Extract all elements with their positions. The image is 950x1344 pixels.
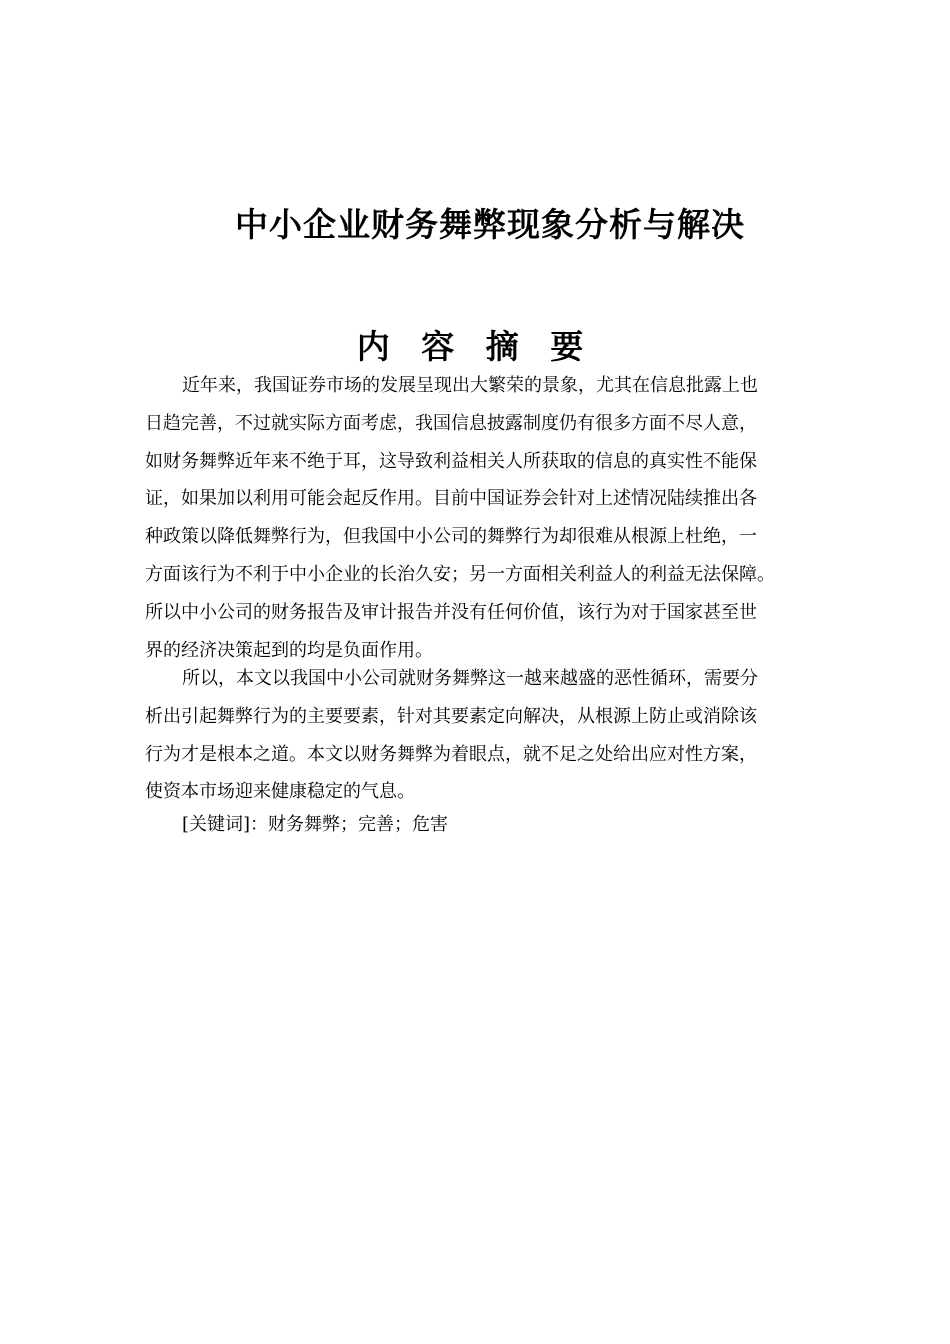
paragraph-line: 析出引起舞弊行为的主要要素，针对其要素定向解决，从根源上防止或消除该 [145, 705, 757, 727]
paragraph-line: 使资本市场迎来健康稳定的气息。 [145, 781, 415, 803]
abstract-paragraph-2 [145, 660, 815, 811]
document-title: 中小企业财务舞弊现象分析与解决 [235, 205, 745, 244]
paragraph-line: 所以，本文以我国中小公司就财务舞弊这一越来越盛的恶性循环，需要分 [182, 668, 758, 689]
paragraph-line: 证，如果加以利用可能会起反作用。目前中国证券会针对上述情况陆续推出各 [145, 488, 757, 510]
paragraph-line: 方面该行为不利于中小企业的长治久安；另一方面相关利益人的利益无法保障。 [145, 563, 775, 585]
keywords-line: [关键词]：财务舞弊；完善；危害 [182, 814, 449, 835]
paragraph-line: 种政策以降低舞弊行为，但我国中小公司的舞弊行为却很难从根源上杜绝，一 [145, 526, 757, 548]
paragraph-line: 日趋完善，不过就实际方面考虑，我国信息披露制度仍有很多方面不尽人意， [145, 412, 757, 434]
paragraph-line: 所以中小公司的财务报告及审计报告并没有任何价值，该行为对于国家甚至世 [145, 601, 757, 623]
abstract-heading: 内 容 摘 要 [356, 327, 594, 366]
paragraph-line: 如财务舞弊近年来不绝于耳，这导致利益相关人所获取的信息的真实性不能保 [145, 450, 757, 472]
abstract-paragraph-1 [145, 367, 815, 669]
paragraph-line: 近年来，我国证券市场的发展呈现出大繁荣的景象，尤其在信息批露上也 [182, 375, 758, 396]
paragraph-line: 行为才是根本之道。本文以财务舞弊为着眼点，就不足之处给出应对性方案， [145, 743, 757, 765]
paragraph-line: 界的经济决策起到的均是负面作用。 [145, 639, 433, 661]
